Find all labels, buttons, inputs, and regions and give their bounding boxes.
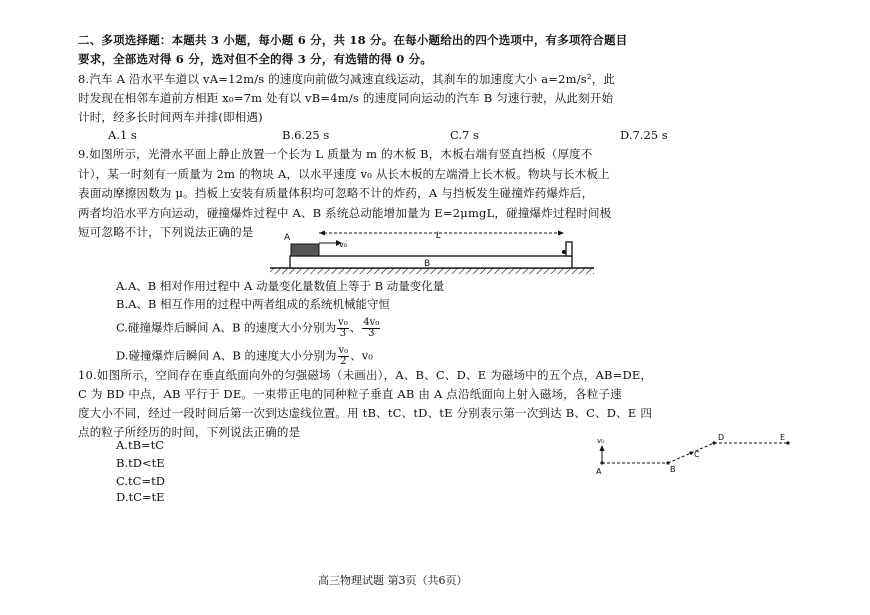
label-v0-q10: v₀ (597, 437, 604, 445)
q10-line4: 点的粒子所经历的时间，下列说法正确的是 (78, 425, 301, 439)
q10-option-c: C.tC=tD (116, 474, 165, 488)
q9-line5: 短可忽略不计，下列说法正确的是 (78, 225, 254, 239)
label-c-q10: C (694, 450, 700, 459)
point-d (712, 441, 715, 444)
q8-option-d: D.7.25 s (620, 128, 668, 142)
q9-board-figure (264, 228, 600, 276)
q9-option-d: D.碰撞爆炸后瞬间 A、B 的速度大小分别为 $\frac{\text{v₀}}{2}$ 、v₀ (116, 345, 373, 367)
l-arrow-left (319, 231, 325, 236)
q9-option-b: B.A、B 相互作用的过程中两者组成的系统机械能守恒 (116, 297, 391, 311)
label-a-q10: A (596, 467, 602, 476)
q10-option-a: A.tB=tC (116, 438, 165, 452)
q8-line3: 计时，经多长时间两车并排(即相遇) (78, 110, 263, 124)
q8-option-c: C.7 s (450, 128, 479, 142)
board-b (290, 256, 572, 268)
label-b: B (424, 259, 431, 269)
point-a (600, 461, 603, 464)
q9-option-c-text: C.碰撞爆炸后瞬间 A、B 的速度大小分别为 (116, 320, 337, 335)
q8-option-a: A.1 s (108, 128, 137, 142)
q9-line4: 两者均沿水平方向运动，碰撞爆炸过程中 A、B 系统总动能增加量为 E=2μmgL，碰撞爆炸过程时间极 (78, 206, 612, 220)
q10-line2: C 为 BD 中点，AB 平行于 DE。一束带正电的同种粒子垂直 AB 由 A 点沿纸面向上射入磁场，各粒子速 (78, 387, 622, 401)
explosive-dot (562, 250, 566, 254)
q10-option-d: D.tC=tE (116, 490, 165, 504)
label-v0: v₀ (339, 240, 347, 249)
label-b-q10: B (670, 465, 676, 474)
q9-option-d-text: D.碰撞爆炸后瞬间 A、B 的速度大小分别为 (116, 348, 337, 363)
ground-hatch (270, 268, 594, 274)
label-l: L (436, 231, 442, 241)
v0-up-arrowhead (600, 445, 605, 451)
baffle (566, 242, 572, 256)
q10-points-figure (590, 430, 805, 480)
q10-line1: 10.如图所示，空间存在垂直纸面向外的匀强磁场（未画出），A、B、C、D、E 为磁场中的五个点，AB=DE， (78, 368, 653, 382)
section-header-line2: 要求，全部选对得 6 分，选对但不全的得 3 分，有选错的得 0 分。 (78, 52, 433, 66)
page-footer: 高三物理试题 第3页（共6页） (318, 574, 468, 587)
q8-option-b: B.6.25 s (282, 128, 330, 142)
q9-line3: 表面动摩擦因数为 μ。挡板上安装有质量体积均可忽略不计的炸药，A 与挡板发生碰撞炸药爆炸后， (78, 186, 594, 200)
block-a (291, 244, 319, 256)
section-header-line1: 二、多项选择题：本题共 3 小题，每小题 6 分，共 18 分。在每小题给出的四个选项中，有多项符合题目 (78, 33, 628, 47)
fraction-v0-over-3: $\frac{\text{v₀}}{3}$ (338, 317, 348, 339)
q9-option-c: C.碰撞爆炸后瞬间 A、B 的速度大小分别为 $\frac{\text{v₀}}{3}$ 、 $\frac{\text{4v₀}}{3}$ (116, 317, 380, 339)
q10-line3: 度大小不同，经过一段时间后第一次到达虚线位置。用 tB、tC、tD、tE 分别表示第一次到达 B、C、D、E 四 (78, 406, 653, 420)
fraction-v0-over-2: $\frac{\text{v₀}}{2}$ (338, 345, 349, 367)
fraction-4v0-over-3: $\frac{\text{4v₀}}{3}$ (363, 317, 380, 339)
point-e (786, 441, 789, 444)
label-a: A (284, 233, 291, 243)
l-arrow-right (558, 231, 564, 236)
q8-line2: 时发现在相邻车道前方相距 x₀=7m 处有以 vB=4m/s 的速度同向运动的汽车 B 匀速行驶，从此刻开始 (78, 91, 614, 105)
q9-line1: 9.如图所示，光滑水平面上静止放置一个长为 L 质量为 m 的木板 B，木板右端有竖直挡板（厚度不 (78, 147, 593, 161)
point-c (689, 451, 692, 454)
q9-option-a: A.A、B 相对作用过程中 A 动量变化量数值上等于 B 动量变化量 (116, 279, 445, 293)
q8-line1: 8.汽车 A 沿水平车道以 vA=12m/s 的速度向前做匀减速直线运动，其刹车的加速度大小 a=2m/s²，此 (78, 72, 616, 86)
q9-line2: 计），某一时刻有一质量为 2m 的物块 A，以水平速度 v₀ 从长木板的左端滑上长木板。物块与长木板上 (78, 167, 610, 181)
q10-option-b: B.tD<tE (116, 456, 165, 470)
label-e-q10: E (780, 433, 786, 442)
label-d-q10: D (718, 433, 725, 442)
